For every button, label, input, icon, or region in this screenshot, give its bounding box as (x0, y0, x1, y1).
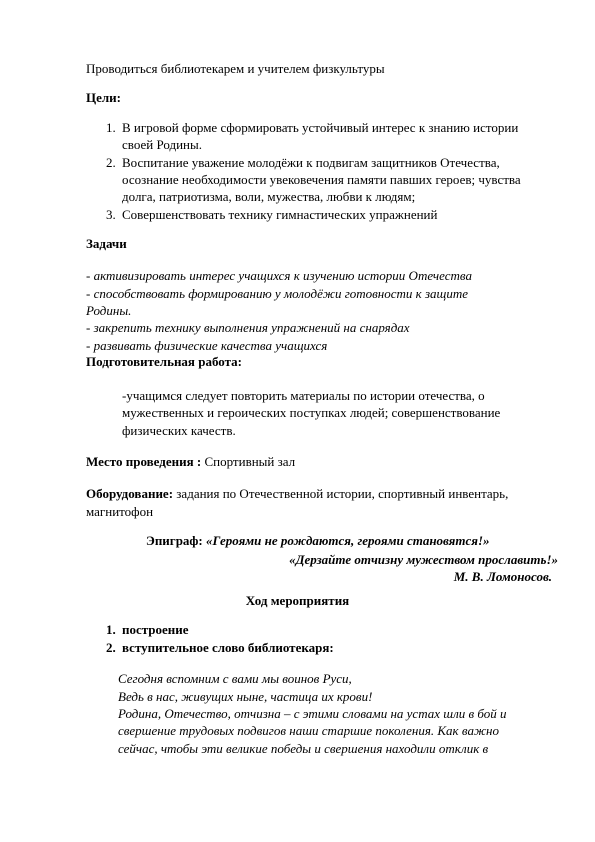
goals-heading: Цели: (86, 90, 121, 105)
equipment-value: задания по Отечественной истории, спортивный инвентарь, (173, 486, 509, 501)
equipment-line-2: магнитофон (86, 504, 154, 519)
speech-line-4: свершение трудовых подвигов наши старшие поколения. Как важно (118, 723, 499, 738)
task-line-4: - закрепить технику выполнения упражнений на снарядах (86, 320, 410, 335)
equipment-label: Оборудование: (86, 486, 174, 501)
event-item-1: построение (122, 622, 189, 637)
goal-1-line-1: В игровой форме сформировать устойчивый интерес к знанию истории (122, 120, 519, 135)
prep-line-3: физических качеств. (122, 423, 236, 438)
epigraph-quote-2: «Дерзайте отчизну мужеством прославить!» (289, 552, 558, 567)
event-item-2: вступительное слово библиотекаря: (122, 640, 334, 655)
event-number-2: 2. (106, 640, 116, 655)
prep-heading: Подготовительная работа: (86, 354, 242, 369)
epigraph-line-1 (146, 533, 490, 549)
epigraph-label: Эпиграф: (146, 533, 207, 548)
epigraph-quote-1: «Героями не рождаются, героями становятся!» (206, 533, 490, 548)
place-line (86, 454, 295, 470)
goal-1-line-2: своей Родины. (122, 137, 202, 152)
place-label: Место проведения : (86, 454, 202, 469)
task-line-3: Родины. (86, 303, 132, 318)
speech-line-3: Родина, Отечество, отчизна – с этими словами на устах шли в бой и (118, 706, 507, 721)
place-value: Спортивный зал (201, 454, 296, 469)
goal-2-line-1: Воспитание уважение молодёжи к подвигам защитников Отечества, (122, 155, 500, 170)
prep-line-1: -учащимся следует повторить материалы по истории отечества, о (122, 388, 485, 403)
goal-number-2: 2. (106, 155, 116, 170)
intro-line: Проводиться библиотекарем и учителем физкультуры (86, 61, 385, 76)
equipment-line-1 (86, 486, 508, 502)
task-line-1: - активизировать интерес учащихся к изучению истории Отечества (86, 268, 472, 283)
tasks-heading: Задачи (86, 236, 127, 251)
epigraph-author: М. В. Ломоносов. (453, 569, 552, 584)
task-line-5: - развивать физические качества учащихся (86, 338, 328, 353)
goal-number-3: 3. (106, 207, 116, 222)
speech-line-5: сейчас, чтобы эти великие победы и свершения находили отклик в (118, 741, 489, 756)
goal-2-line-3: долга, патриотизма, воли, мужества, любви к людям; (122, 189, 416, 204)
goal-number-1: 1. (106, 120, 116, 135)
goal-3-line-1: Совершенствовать технику гимнастических упражнений (122, 207, 438, 222)
speech-line-1: Сегодня вспомним с вами мы воинов Руси, (118, 671, 352, 686)
goal-2-line-2: осознание необходимости увековечения памяти павших героев; чувства (122, 172, 521, 187)
event-heading: Ход мероприятия (245, 593, 350, 608)
event-number-1: 1. (106, 622, 116, 637)
prep-line-2: мужественных и героических поступках людей; совершенствование (122, 405, 501, 420)
speech-line-2: Ведь в нас, живущих ныне, частица их крови! (118, 689, 373, 704)
task-line-2: - способствовать формированию у молодёжи готовности к защите (86, 286, 469, 301)
